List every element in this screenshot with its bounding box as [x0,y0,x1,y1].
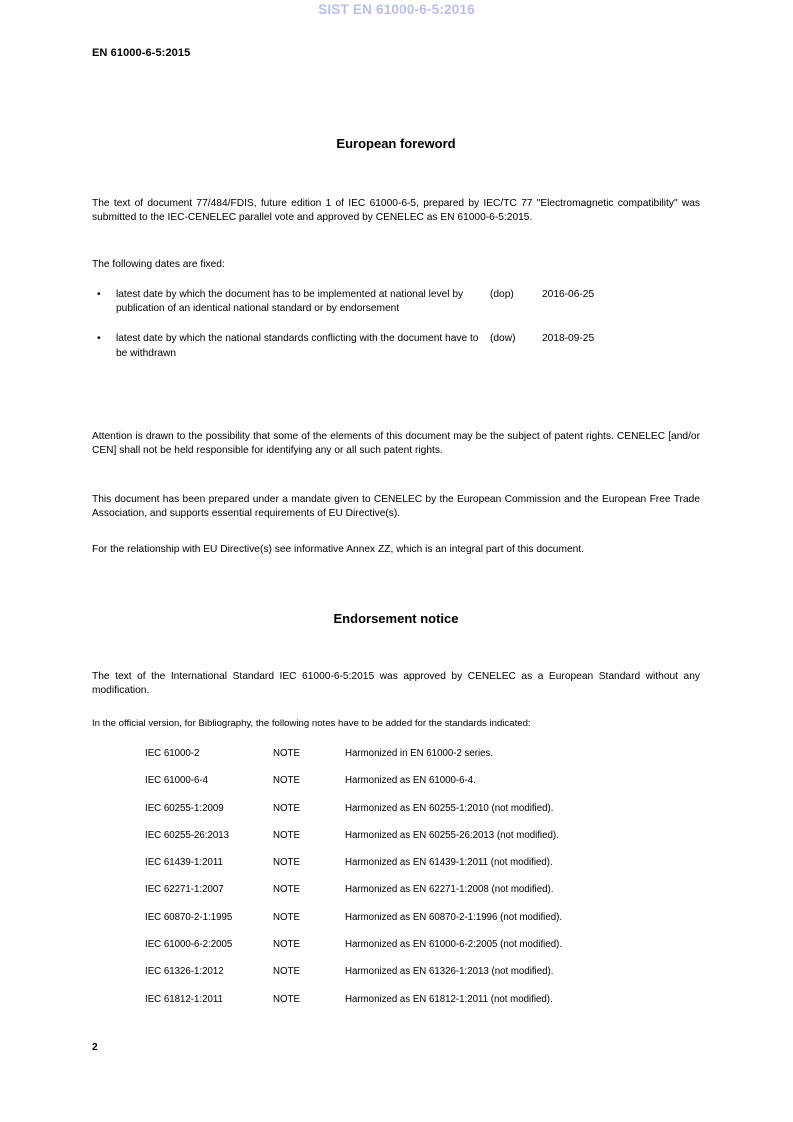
note-standard: IEC 61439-1:2011 [145,857,223,869]
patent-rights-paragraph: Attention is drawn to the possibility that some of the elements of this document may be the subject of patent rights. CENELEC [and/or CEN] shall not be held responsible for identifying any or all such patent rights. [92,431,700,456]
table-row [92,747,700,774]
foreword-dates-lead: The following dates are fixed: [92,259,225,270]
note-label: NOTE [273,748,300,759]
note-standard: IEC 61000-2 [145,748,200,759]
table-row [92,802,700,829]
bibliography-lead-text: In the official version, for Bibliography, the following notes have to be added for the standards indicated: [92,718,531,729]
watermark-header: SIST EN 61000-6-5:2016 [318,2,475,17]
note-standard: IEC 61812-1:2011 [145,993,223,1005]
bullet-icon: • [97,333,101,345]
note-description: Harmonized in EN 61000-2 series. [345,748,494,759]
bullet-icon: • [97,289,101,300]
date-item-code: (dop) [490,289,514,300]
note-label: NOTE [273,939,300,951]
foreword-intro-paragraph: The text of document 77/484/FDIS, future edition 1 of IEC 61000-6-5, prepared by IEC/TC 77 "Electromagnetic compatibility" was submitted to the IEC-CENELEC parallel vote and approved by CENELEC as EN 61000-6-5:2015. [92,198,700,223]
note-label: NOTE [273,911,300,923]
date-item-value: 2018-09-25 [542,333,595,345]
note-standard: IEC 61000-6-2:2005 [145,939,233,951]
note-description: Harmonized as EN 61812-1:2011 (not modified). [345,993,553,1005]
table-row [92,774,700,801]
note-description: Harmonized as EN 61000-6-4. [345,775,476,787]
note-label: NOTE [273,966,300,978]
note-standard: IEC 60255-26:2013 [145,829,230,841]
date-item-description: latest date by which the document has to be implemented at national level by publication of an identical national standard or by endorsement [116,289,464,315]
note-label: NOTE [273,802,300,814]
note-label: NOTE [273,884,300,896]
note-label: NOTE [273,857,300,869]
table-row [92,993,700,1020]
section-title-endorsement-notice: Endorsement notice [333,611,459,626]
table-row [92,938,700,965]
note-label: NOTE [273,775,300,787]
note-description: Harmonized as EN 61326-1:2013 (not modified). [345,966,554,978]
table-row [92,911,700,938]
note-standard: IEC 60255-1:2009 [145,802,224,814]
note-description: Harmonized as EN 60255-26:2013 (not modified). [345,829,559,841]
note-label: NOTE [273,993,300,1005]
page-number: 2 [92,1042,98,1053]
note-standard: IEC 62271-1:2007 [145,884,224,896]
list-item [92,288,700,316]
fixed-dates-list [92,288,700,371]
notes-table-body [92,747,700,1020]
endorsement-approval-paragraph: The text of the International Standard IEC 61000-6-5:2015 was approved by CENELEC as a European Standard without any modification. [92,671,700,696]
mandate-paragraph: This document has been prepared under a mandate given to CENELEC by the European Commission and the European Free Trade Association, and supports essential requirements of EU Directive(s). [92,494,700,519]
section-title-european-foreword: European foreword [336,136,456,151]
note-description: Harmonized as EN 60255-1:2010 (not modified). [345,802,554,814]
note-description: Harmonized as EN 61000-6-2:2005 (not modified). [345,939,563,951]
harmonization-notes-table [92,747,700,1020]
note-description: Harmonized as EN 62271-1:2008 (not modified). [345,884,554,896]
note-description: Harmonized as EN 61439-1:2011 (not modified). [345,857,553,869]
list-item [92,332,700,360]
note-standard: IEC 61000-6-4 [145,775,209,787]
table-row [92,829,700,856]
note-label: NOTE [273,829,300,841]
note-standard: IEC 61326-1:2012 [145,966,224,978]
date-item-value: 2016-06-25 [542,289,595,300]
annex-zz-paragraph: For the relationship with EU Directive(s) see informative Annex ZZ, which is an integral part of this document. [92,544,585,555]
date-item-description: latest date by which the national standards conflicting with the document have to be withdrawn [116,333,479,359]
date-item-code: (dow) [490,333,516,345]
table-row [92,965,700,992]
document-standard-id: EN 61000-6-5:2015 [92,47,191,59]
table-row [92,883,700,910]
table-row [92,856,700,883]
note-description: Harmonized as EN 60870-2-1:1996 (not modified). [345,911,563,923]
note-standard: IEC 60870-2-1:1995 [145,911,233,923]
